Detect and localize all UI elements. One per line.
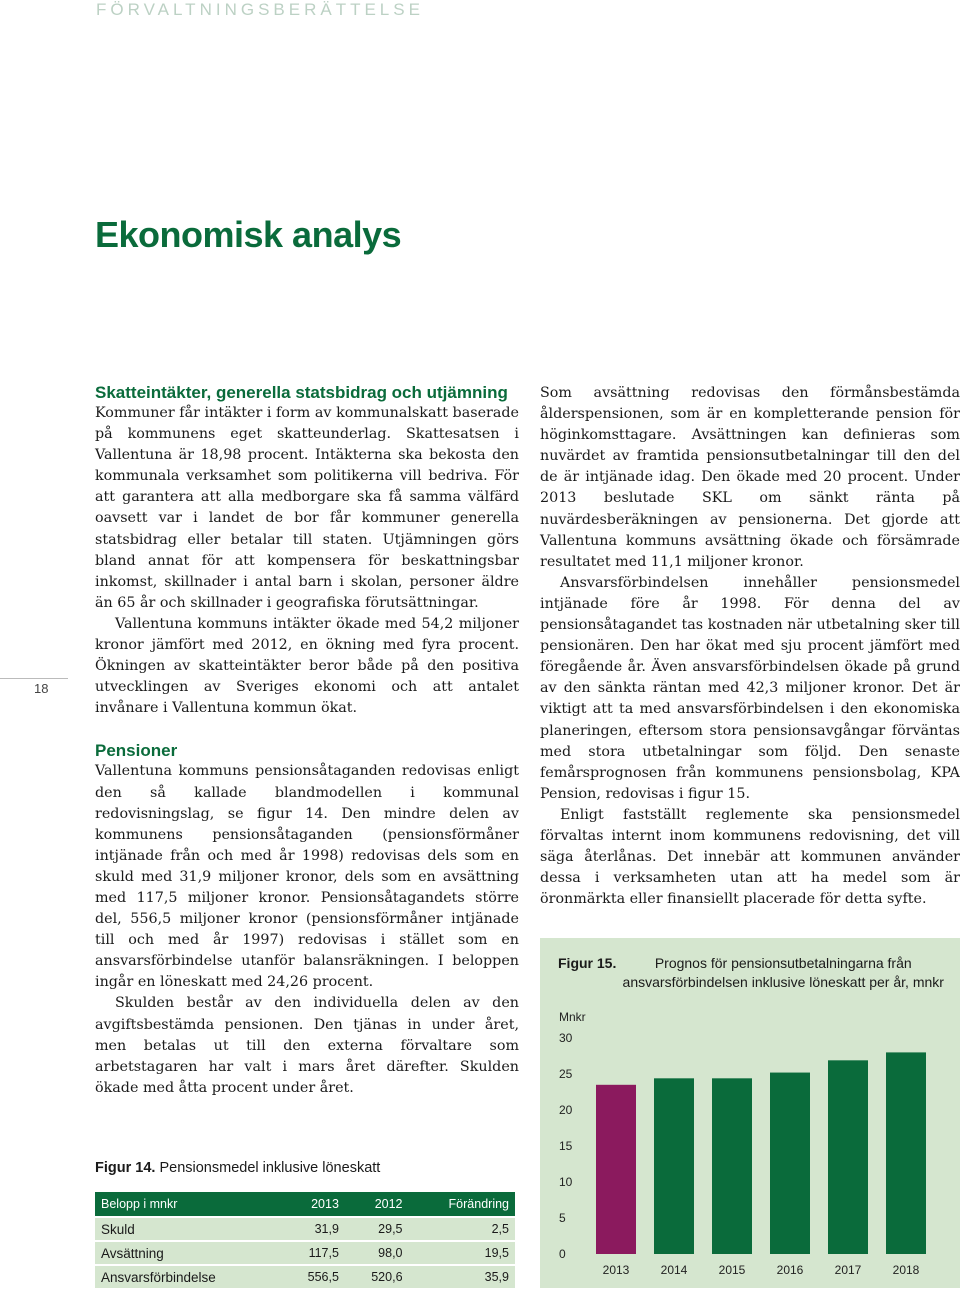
table-header-cell: 2013 [281, 1192, 345, 1217]
page-number-rule [0, 678, 68, 679]
y-axis-label: Mnkr [559, 1010, 586, 1024]
table-cell: 2,5 [409, 1217, 515, 1241]
y-tick-label: 20 [559, 1103, 573, 1117]
table-cell: 520,6 [345, 1265, 409, 1288]
y-tick-label: 0 [559, 1247, 566, 1261]
x-tick-label: 2014 [660, 1263, 688, 1277]
table-header-cell: 2012 [345, 1192, 409, 1217]
paragraph: Som avsättning redovisas den förmånsbestämda ålderspensionen, som är en kompletterande pension för höginkomsttagare. Avsättningen kan definieras som nuvärdet av framtida pensionsutbetalningar till den del de är intjänade idag. Den ökade med 20 procent. Under 2013 beslutade SKL om sänkt ränta på nuvärdesberäkningen av pensionerna. Det gjorde att Vallentuna kommuns avsättning ökade och försämrade resultatet med 11,1 miljoner kronor. [540, 385, 960, 570]
page-title: Ekonomisk analys [95, 214, 402, 255]
pension-forecast-chart [540, 938, 960, 1288]
table-cell: 98,0 [345, 1241, 409, 1265]
table-header-cell: Belopp i mnkr [95, 1192, 281, 1217]
paragraph: Vallentuna kommuns pensionsåtaganden redovisas enligt den så kallade blandmodellen i kommunal redovisningslag, se figur 14. Den mindre delen av kommunens pensionsåtaganden (pensionsförmåner intjänade från och med år 1998) redovisas dels som en skuld med 31,9 miljoner kronor, dels som en avsättning med 117,5 miljoner kronor. Pensionsåtagandets större del, 556,5 miljoner kronor (pensionsförmåner intjänade till och med år 1997) redovisas i stället som en ansvarsförbindelse utanför balansräkningen. I beloppen ingår en löneskatt med 24,26 procent. [95, 763, 519, 991]
page-number: 18 [34, 681, 49, 696]
right-column [540, 383, 960, 910]
table-cell: Skuld [95, 1217, 281, 1241]
figure-15-title: Prognos för pensionsutbetalningarna från ansvarsförbindelsen inklusive löneskatt per år, mnkr [622, 955, 944, 990]
pension-table [95, 1192, 515, 1288]
paragraph: Enligt fastställt reglemente ska pensionsmedel förvaltas internt inom kommunens redovisning, det vill säga återlånas. Det innebär att kommunen använder dessa i verksamheten utan att ha medel som är öronmärkta eller finansiellt placerade för detta syfte. [540, 806, 960, 908]
bar [596, 1085, 636, 1254]
figure-14-caption [95, 1160, 380, 1176]
y-tick-label: 15 [559, 1139, 573, 1153]
figure-15-panel [540, 938, 960, 1288]
table-cell: Avsättning [95, 1241, 281, 1265]
x-tick-label: 2018 [892, 1263, 920, 1277]
paragraph: Kommuner får intäkter i form av kommunalskatt baserade på kommunens eget skatteunderlag. Skattesatsen i Vallentuna är 18,98 procent. Intäkterna ska bekosta den kommunala verksamhet som politikerna vill bedriva. För att garantera att alla medborgare ska få samma välfärd oavsett var i landet de bor får kommuner generella statsbidrag eller betalar till staten. Utjämningen görs bland annat för att kompensera för beskattningsbar inkomst, skillnader i antal barn i skolan, personer äldre än 65 år och skillnader i geografiska förutsättningar. [95, 405, 519, 611]
bar [654, 1078, 694, 1254]
figure-15-label: Figur 15. [558, 955, 617, 971]
figure-14-title: Pensionsmedel inklusive löneskatt [159, 1160, 381, 1176]
bar [712, 1078, 752, 1254]
y-tick-label: 30 [559, 1031, 573, 1045]
table-header-row [95, 1192, 515, 1217]
bar [770, 1073, 810, 1254]
table-row [95, 1265, 515, 1288]
bar [886, 1052, 926, 1254]
section-heading-pensions: Pensioner [95, 741, 178, 761]
x-tick-label: 2013 [602, 1263, 630, 1277]
x-tick-label: 2015 [718, 1263, 746, 1277]
paragraph: Ansvarsförbindelsen innehåller pensionsmedel intjänade före år 1998. För denna del av pensionsåtagandet tas kostnaden när utbetalning sker till pensionären. Den har ökat med sju procent jämfört med föregående år. Även ansvarsförbindelsen ökade på grund av den sänkta räntan med 42,3 miljoner kronor. Det är viktigt att ta med ansvarsförbindelsen i den ekonomiska planeringen, eftersom stora pensionsavgångar förväntas med stora utbetalningar som följd. Den senaste femårsprognosen från kommunens pensionsbolag, KPA Pension, redovisas i figur 15. [540, 574, 960, 802]
table-row [95, 1241, 515, 1265]
table-cell: 117,5 [281, 1241, 345, 1265]
bar [828, 1060, 868, 1254]
section-label: FÖRVALTNINGSBERÄTTELSE [96, 0, 424, 19]
table-cell: 35,9 [409, 1265, 515, 1288]
paragraph: Vallentuna kommuns intäkter ökade med 54,2 miljoner kronor jämfört med 2012, en ökning med fyra procent. Ökningen av skatteintäkter beror både på den positiva utvecklingen av Sveriges ekonomi och att antalet invånare i Vallentuna kommun ökat. [95, 615, 519, 717]
table-cell: 29,5 [345, 1217, 409, 1241]
left-column [95, 383, 519, 1099]
y-tick-label: 5 [559, 1211, 566, 1225]
y-tick-label: 10 [559, 1175, 573, 1189]
y-tick-label: 25 [559, 1067, 573, 1081]
table-cell: 556,5 [281, 1265, 345, 1288]
figure-14-label: Figur 14. [95, 1160, 156, 1176]
section-heading-tax: Skatteintäkter, generella statsbidrag och utjämning [95, 383, 508, 402]
table-row [95, 1217, 515, 1241]
x-tick-label: 2016 [776, 1263, 804, 1277]
x-tick-label: 2017 [834, 1263, 862, 1277]
table-cell: Ansvarsförbindelse [95, 1265, 281, 1288]
table-cell: 31,9 [281, 1217, 345, 1241]
table-cell: 19,5 [409, 1241, 515, 1265]
paragraph: Skulden består av den individuella delen av den avgiftsbestämda pensionen. Den tjänas in under året, men betalas ut till den externa förvaltare som arbetstagaren har valt i mars året därefter. Skulden ökade med åtta procent under året. [95, 995, 519, 1096]
table-header-cell: Förändring [409, 1192, 515, 1217]
